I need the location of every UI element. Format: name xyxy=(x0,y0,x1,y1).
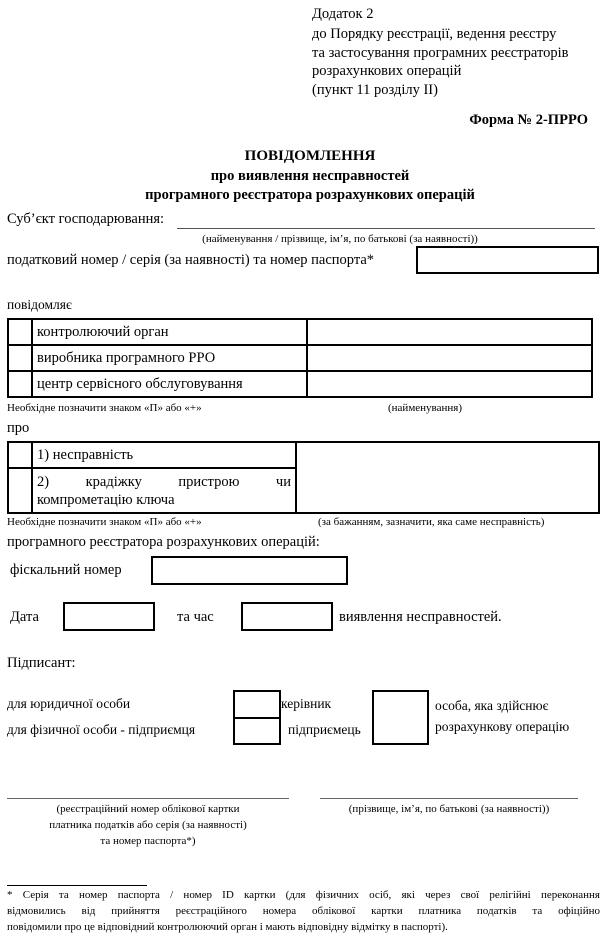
form-number: Форма № 2-ПРРО xyxy=(469,112,588,128)
head-checkbox[interactable] xyxy=(233,690,281,719)
recipient-row-service-center xyxy=(8,371,592,397)
date-label: Дата xyxy=(10,609,39,625)
issue-label-word: 2) xyxy=(37,473,50,490)
footnote-separator xyxy=(7,885,147,886)
subject-label: Суб’єкт господарювання: xyxy=(7,211,165,227)
recipient-label: виробника програмного РРО xyxy=(32,345,307,371)
recipient-row-manufacturer xyxy=(8,345,592,371)
recipient-label: контролюючий орган xyxy=(32,319,307,345)
issue-label-line-2: компрометацію ключа xyxy=(37,491,175,508)
notifies-note: Необхідне позначити знаком «П» або «+» xyxy=(7,402,202,414)
issue-label-line-1 xyxy=(37,473,291,491)
entrepreneur-label: підприємець xyxy=(288,722,361,737)
recipient-row-controlling-body xyxy=(8,319,592,345)
time-label: та час xyxy=(177,609,214,625)
footnote-line-2: відмовились від прийняття реєстраційного номера облікової картки платника податків та офіційно xyxy=(7,905,600,917)
appendix-line-1: Додаток 2 xyxy=(312,6,374,22)
footnote-line-3: повідомили про це відповідний контролюючий орган і мають відповідну відмітку в паспорті). xyxy=(7,921,448,933)
fiscal-number-field[interactable] xyxy=(151,556,348,585)
issue-label-word: крадіжку xyxy=(85,473,142,490)
recipient-label: центр сервісного обслуговування xyxy=(32,371,307,397)
recipient-checkbox[interactable] xyxy=(8,345,32,371)
individual-entrepreneur-label: для фізичної особи - підприємця xyxy=(7,722,196,737)
page-title: ПОВІДОМЛЕННЯ xyxy=(244,148,376,164)
operator-label-line-2: розрахункову операцію xyxy=(435,719,570,734)
appendix-line-4: розрахункових операцій xyxy=(312,63,462,79)
legal-entity-label: для юридичної особи xyxy=(7,696,131,711)
registration-hint-line-3: та номер паспорта*) xyxy=(100,835,196,847)
fiscal-number-label: фіскальний номер xyxy=(10,562,122,578)
issue-checkbox[interactable] xyxy=(8,442,32,468)
appendix-line-2: до Порядку реєстрації, ведення реєстру xyxy=(312,26,557,42)
appendix-line-5: (пункт 11 розділу ІІ) xyxy=(312,82,438,98)
registration-hint-line-2: платника податків або серія (за наявності) xyxy=(49,819,247,831)
footnote xyxy=(7,888,600,934)
subject-hint: (найменування / прізвище, ім’я, по батькові (за наявності)) xyxy=(202,233,478,245)
operator-checkbox[interactable] xyxy=(372,690,429,745)
recipient-name-field[interactable] xyxy=(307,345,592,371)
notifies-name-hint: (найменування) xyxy=(388,402,462,414)
tax-number-field[interactable] xyxy=(416,246,599,274)
page-subtitle-1: про виявлення несправностей xyxy=(210,168,410,184)
recipient-table xyxy=(7,318,593,398)
detection-suffix: виявлення несправностей. xyxy=(339,609,502,625)
issue-label-word: чи xyxy=(275,473,291,490)
full-name-line[interactable] xyxy=(320,798,578,799)
recipient-checkbox[interactable] xyxy=(8,371,32,397)
recipient-name-field[interactable] xyxy=(307,371,592,397)
registration-number-line[interactable] xyxy=(7,798,289,799)
issue-label xyxy=(32,468,296,513)
about-details-hint: (за бажанням, зазначити, яка саме несправність) xyxy=(318,516,545,528)
issue-label: 1) несправність xyxy=(32,442,296,468)
date-field[interactable] xyxy=(63,602,155,631)
operator-label-line-1: особа, яка здійснює xyxy=(435,698,549,713)
registration-hint-line-1: (реєстраційний номер облікової картки xyxy=(56,803,240,815)
register-label: програмного реєстратора розрахункових операцій: xyxy=(7,534,320,550)
full-name-hint: (прізвище, ім’я, по батькові (за наявності)) xyxy=(348,803,550,815)
head-label: керівник xyxy=(281,696,332,711)
issue-table xyxy=(7,441,600,514)
signer-label: Підписант: xyxy=(7,655,76,671)
recipient-name-field[interactable] xyxy=(307,319,592,345)
footnote-line-1: * Серія та номер паспорта / номер ID картки (для фізичних осіб, які через свої релігійні переконання xyxy=(7,889,600,901)
about-note: Необхідне позначити знаком «П» або «+» xyxy=(7,516,202,528)
appendix-line-3: та застосування програмних реєстраторів xyxy=(312,45,569,61)
issue-details-field[interactable] xyxy=(296,442,599,513)
tax-number-label: податковий номер / серія (за наявності) та номер паспорта* xyxy=(7,252,375,268)
recipient-checkbox[interactable] xyxy=(8,319,32,345)
subject-field[interactable] xyxy=(177,213,595,229)
about-label: про xyxy=(7,420,30,436)
issue-label-word: пристрою xyxy=(178,473,240,490)
page-subtitle-2: програмного реєстратора розрахункових операцій xyxy=(145,187,475,203)
issue-checkbox[interactable] xyxy=(8,468,32,513)
notifies-label: повідомляє xyxy=(7,297,72,312)
entrepreneur-checkbox[interactable] xyxy=(233,717,281,745)
time-field[interactable] xyxy=(241,602,333,631)
issue-row-malfunction xyxy=(8,442,599,468)
